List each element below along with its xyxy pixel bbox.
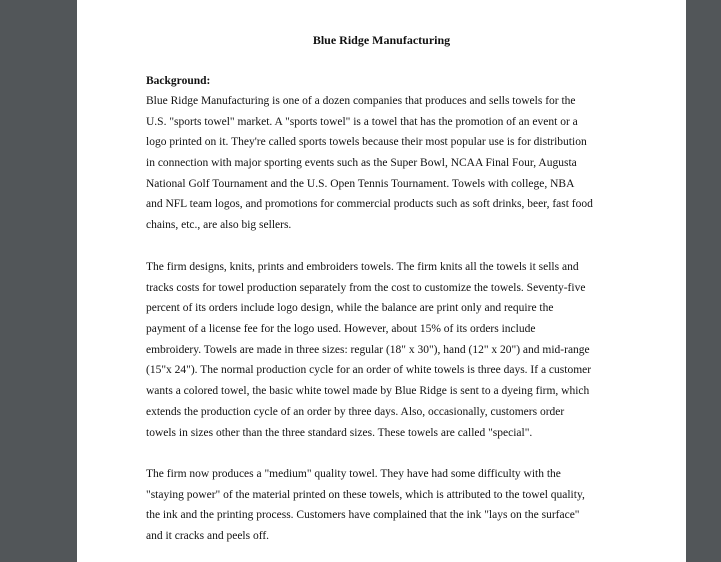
page-title: Blue Ridge Manufacturing — [312, 33, 451, 47]
text-line: payment of a license fee for the logo used. However, about 15% of its orders include — [146, 323, 536, 336]
text-line: chains, etc., are also big sellers. — [146, 219, 292, 232]
document-page — [77, 0, 686, 562]
text-line: (15"x 24"). The normal production cycle for an order of white towels is three days. If a customer — [146, 364, 592, 377]
text-line: "staying power" of the material printed on these towels, which is attributed to the towel quality, — [146, 488, 585, 501]
paragraph-2 — [146, 257, 626, 443]
text-line: The firm designs, knits, prints and embroiders towels. The firm knits all the towels it sells and — [146, 261, 579, 273]
paragraph-1 — [146, 91, 626, 236]
text-line: The firm now produces a "medium" quality towel. They have had some difficulty with the — [146, 468, 561, 480]
text-line: the ink and the printing process. Customers have complained that the ink "lays on the surface" — [146, 509, 580, 522]
text-line: embroidery. Towels are made in three sizes: regular (18" x 30"), hand (12" x 20") and mid-range — [146, 343, 590, 356]
paragraph-3 — [146, 464, 626, 547]
text-line: extends the production cycle of an order by three days. Also, occasionally, customers order — [146, 405, 565, 418]
text-line: percent of its orders include logo design, while the balance are print only and require the — [146, 302, 554, 315]
text-line: wants a colored towel, the basic white towel made by Blue Ridge is sent to a dyeing firm, which — [146, 385, 590, 398]
text-line: tracks costs for towel production separately from the cost to customize the towels. Seventy-five — [146, 281, 586, 294]
text-line: and NFL team logos, and promotions for commercial products such as soft drinks, beer, fast food — [146, 198, 593, 211]
text-line: National Golf Tournament and the U.S. Open Tennis Tournament. Towels with college, NBA — [146, 177, 575, 190]
text-line: Blue Ridge Manufacturing is one of a dozen companies that produces and sells towels for the — [146, 95, 576, 107]
text-line: U.S. "sports towel" market. A "sports towel" is a towel that has the promotion of an event or a — [146, 115, 578, 128]
text-line: in connection with major sporting events such as the Super Bowl, NCAA Final Four, Augusta — [146, 157, 577, 170]
text-line: towels in sizes other than the three standard sizes. These towels are called "special". — [146, 426, 533, 439]
section-heading: Background: — [146, 75, 211, 87]
text-line: and it cracks and peels off. — [146, 530, 270, 543]
text-line: logo printed on it. They're called sports towels because their most popular use is for distribution — [146, 136, 587, 149]
